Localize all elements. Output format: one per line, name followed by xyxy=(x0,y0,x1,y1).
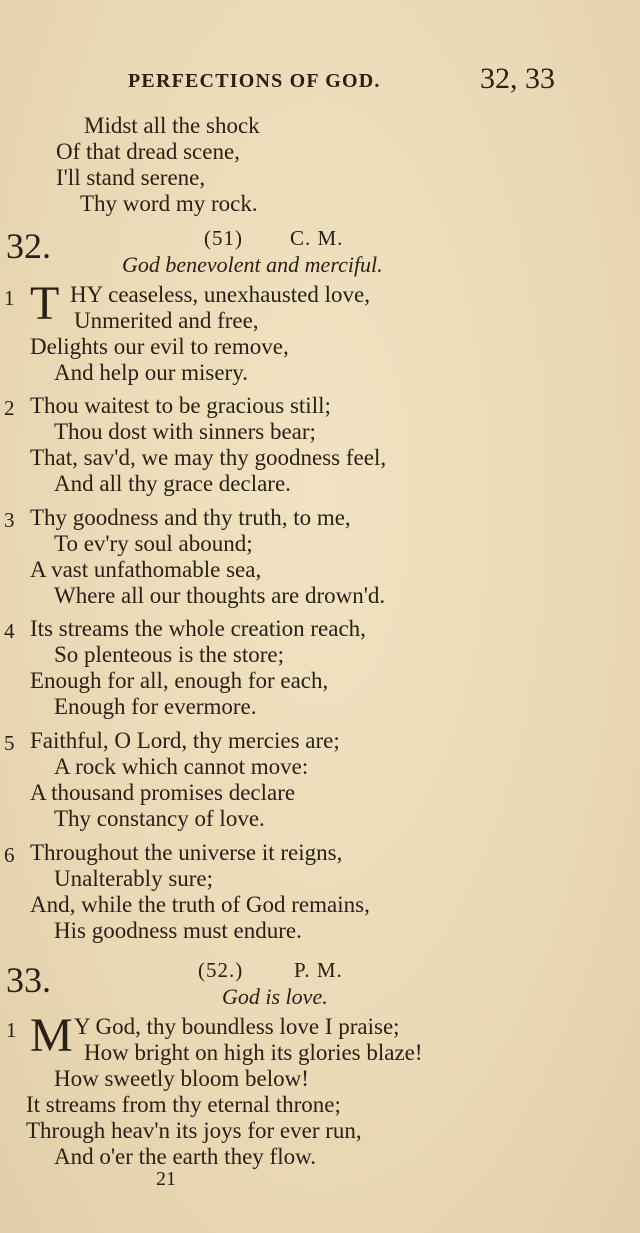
page-numbers: 32, 33 xyxy=(480,62,555,95)
verse-line: And help our misery. xyxy=(54,360,248,385)
hymn-32-subtitle: God benevolent and merciful. xyxy=(122,252,383,277)
verse-line: His goodness must endure. xyxy=(54,918,302,943)
verse-line: Throughout the universe it reigns, xyxy=(30,840,343,865)
verse-line: Y God, thy boundless love I praise; xyxy=(74,1014,400,1039)
drop-cap: T xyxy=(30,277,60,330)
verse-line: A vast unfathomable sea, xyxy=(30,557,262,582)
verse-number: 4 xyxy=(4,619,15,643)
verse-line: A rock which cannot move: xyxy=(54,754,309,779)
verse-number: 1 xyxy=(4,286,15,310)
continuation-line: I'll stand serene, xyxy=(56,165,206,190)
hymn-33-number: 33. xyxy=(6,960,51,1000)
drop-cap: M xyxy=(30,1009,73,1062)
verse-line: And all thy grace declare. xyxy=(54,471,291,496)
hymn-32-tune: (51) xyxy=(204,226,243,250)
hymn-33-subtitle: God is love. xyxy=(222,984,328,1009)
verse-line: Enough for all, enough for each, xyxy=(30,668,329,693)
hymn-32-meter: C. M. xyxy=(290,226,344,250)
verse-number: 1 xyxy=(6,1018,17,1042)
verse-line: A thousand promises declare xyxy=(30,780,296,805)
hymn-33-meter: P. M. xyxy=(294,958,343,982)
verse-line: Thy goodness and thy truth, to me, xyxy=(30,505,351,530)
hymn-32-number: 32. xyxy=(6,226,51,266)
verse-number: 6 xyxy=(4,843,15,867)
verse-line: Its streams the whole creation reach, xyxy=(30,616,366,641)
verse-line: Unalterably sure; xyxy=(54,866,214,891)
verse-line: Thy constancy of love. xyxy=(54,806,265,831)
verse-line: How bright on high its glories blaze! xyxy=(84,1040,423,1065)
verse-line: Unmerited and free, xyxy=(74,308,259,333)
verse-line: And, while the truth of God remains, xyxy=(30,892,370,917)
signature-mark: 21 xyxy=(156,1168,176,1190)
running-header: PERFECTIONS OF GOD. xyxy=(128,70,381,92)
continuation-line: Of that dread scene, xyxy=(56,139,240,164)
verse-line: Faithful, O Lord, thy mercies are; xyxy=(30,728,340,753)
verse-line: It streams from thy eternal throne; xyxy=(26,1092,341,1117)
verse-line: To ev'ry soul abound; xyxy=(54,531,253,556)
verse-number: 2 xyxy=(4,396,15,420)
verse-line: Thou waitest to be gracious still; xyxy=(30,393,331,418)
verse-line: Enough for evermore. xyxy=(54,694,257,719)
hymn-33-tune: (52.) xyxy=(198,958,244,982)
verse-line: That, sav'd, we may thy goodness feel, xyxy=(30,445,387,470)
verse-number: 3 xyxy=(4,508,15,532)
continuation-line: Thy word my rock. xyxy=(80,191,258,216)
verse-number: 5 xyxy=(4,731,15,755)
verse-line: Thou dost with sinners bear; xyxy=(54,419,316,444)
verse-line: Delights our evil to remove, xyxy=(30,334,289,359)
verse-line: HY ceaseless, unexhausted love, xyxy=(70,282,370,307)
verse-line: Where all our thoughts are drown'd. xyxy=(54,583,386,608)
verse-line: So plenteous is the store; xyxy=(54,642,284,667)
verse-line: How sweetly bloom below! xyxy=(54,1066,309,1091)
verse-line: Through heav'n its joys for ever run, xyxy=(26,1118,362,1143)
verse-line: And o'er the earth they flow. xyxy=(54,1144,316,1169)
continuation-line: Midst all the shock xyxy=(84,113,260,138)
